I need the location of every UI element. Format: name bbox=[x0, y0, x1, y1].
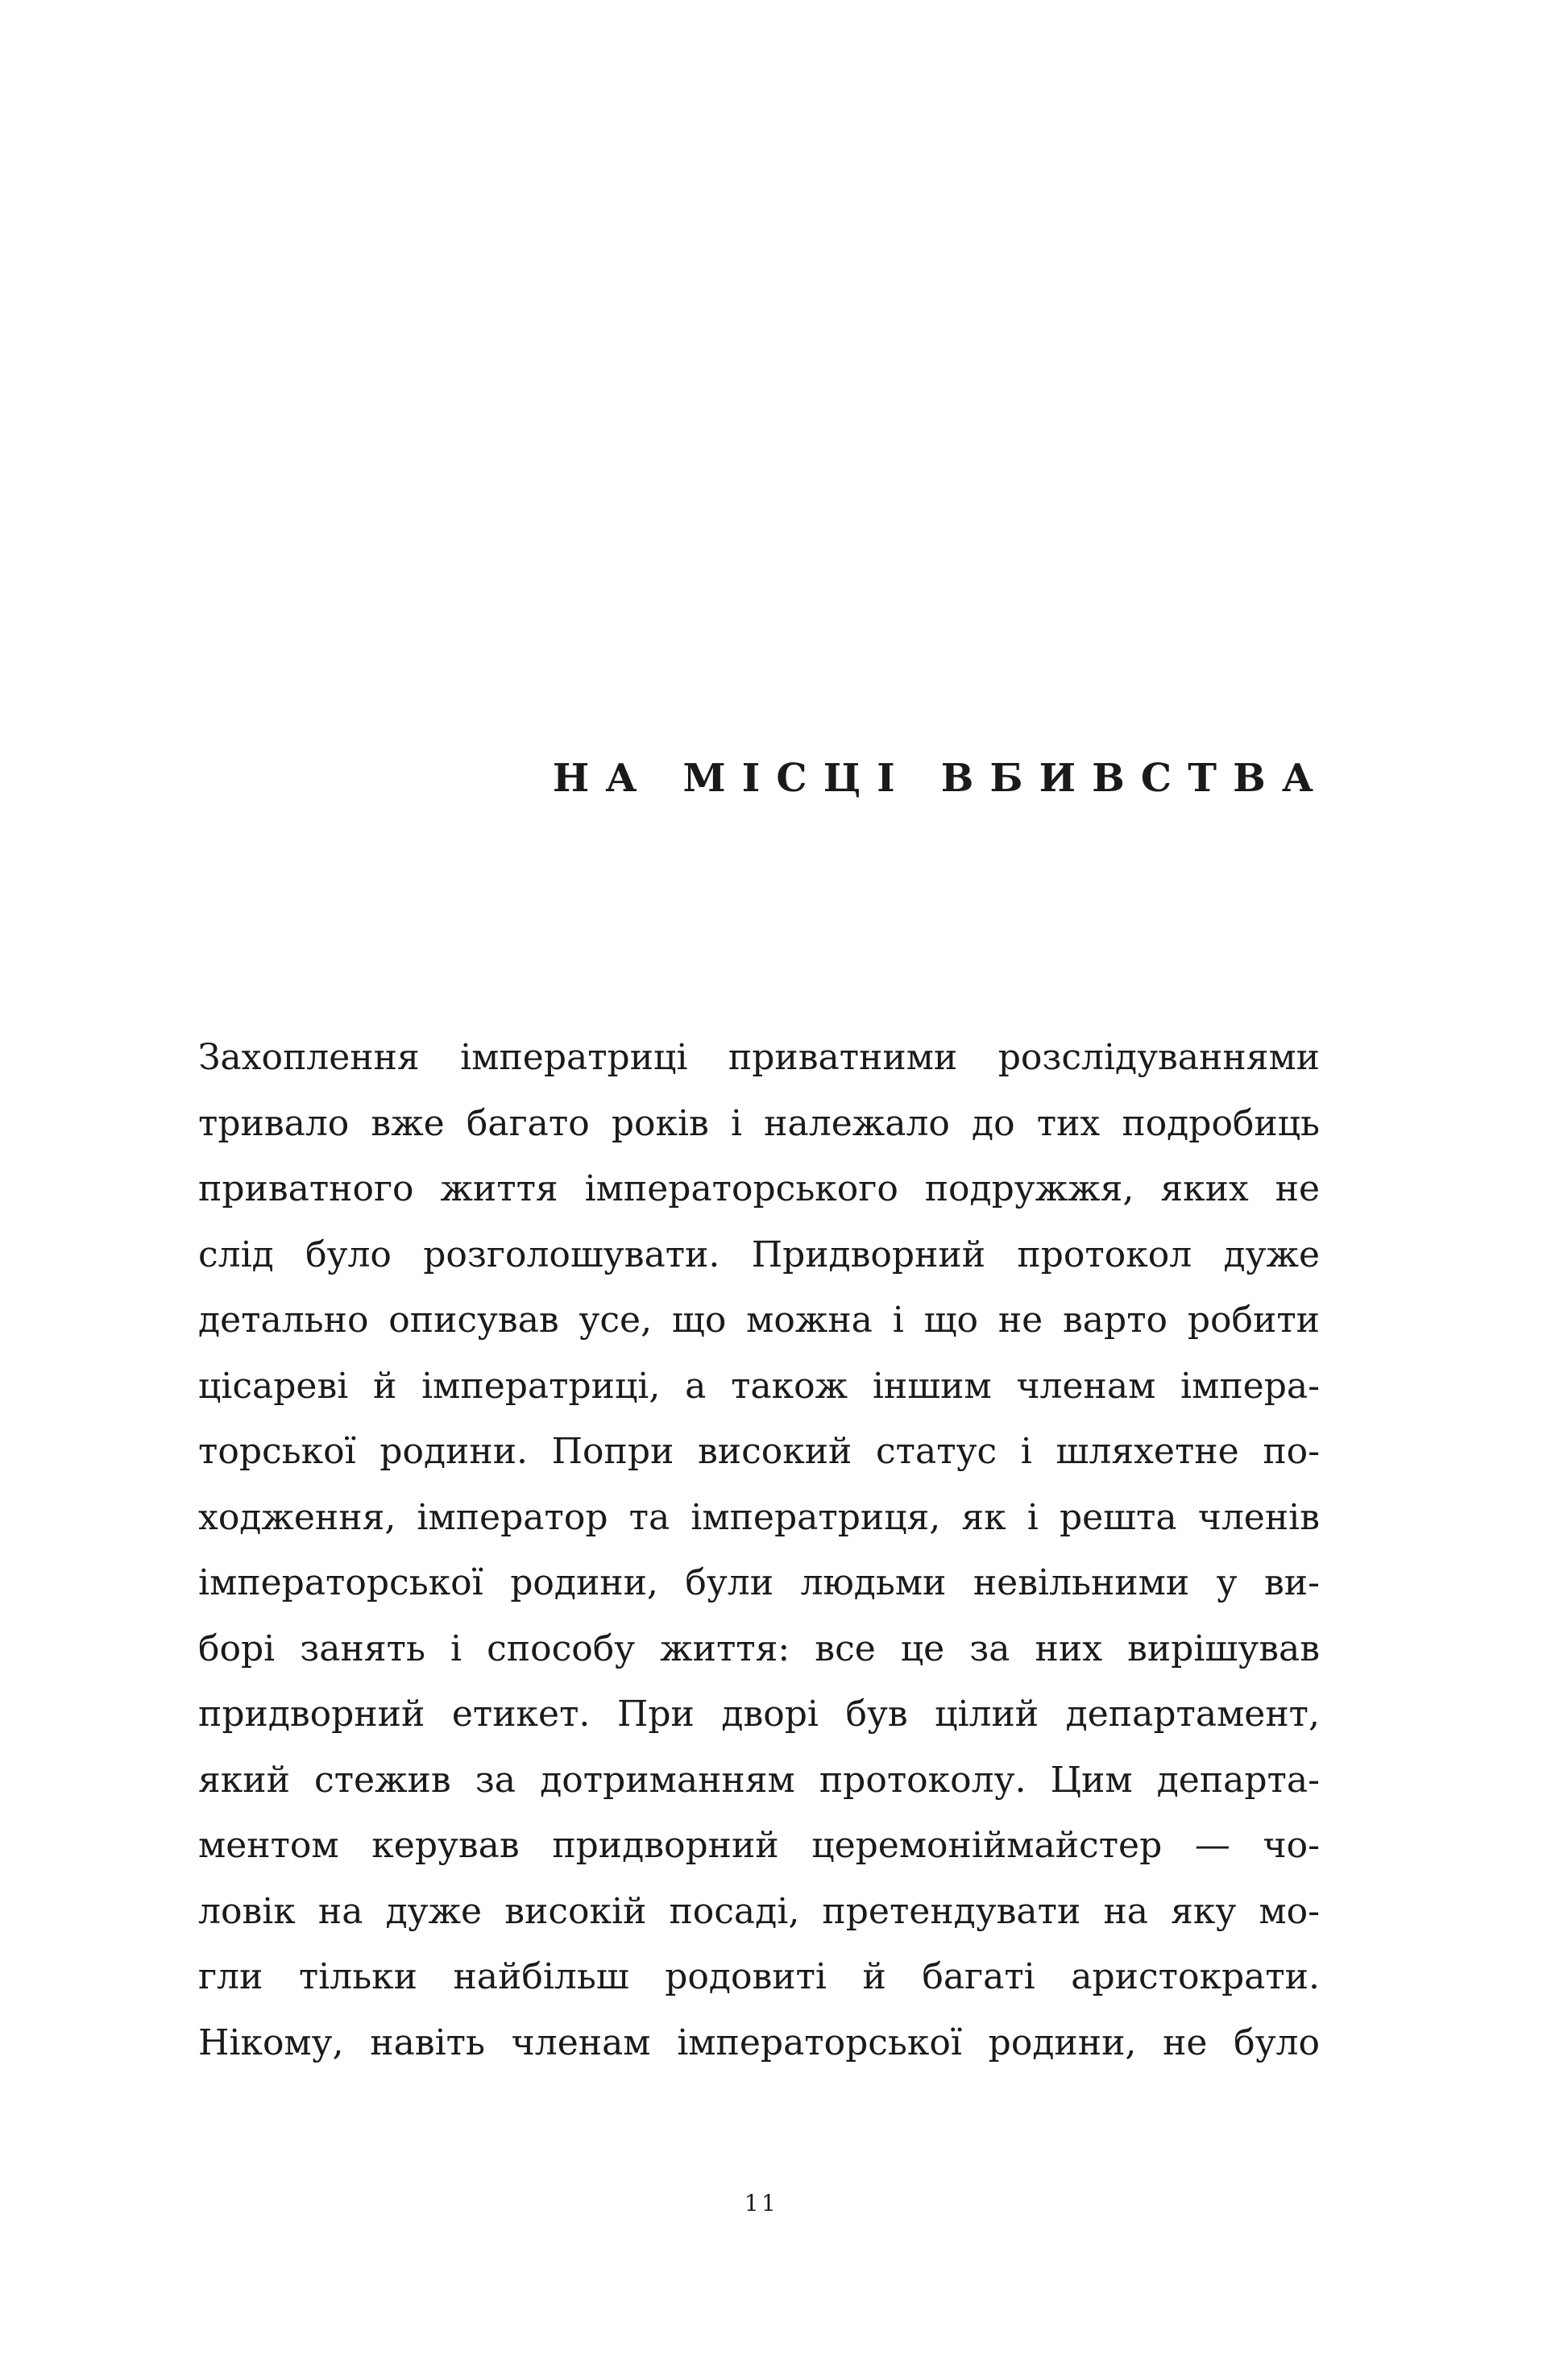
text-line: приватного життя імператорського подружжя, яких не bbox=[198, 1168, 1320, 1209]
text-line: гли тільки найбільш родовиті й багаті аристократи. bbox=[198, 1956, 1320, 1997]
text-line: придворний етикет. При дворі був цілий департамент, bbox=[198, 1694, 1320, 1735]
text-line: слід було розголошувати. Придворний протокол дуже bbox=[198, 1234, 1320, 1275]
chapter-title: НА МІСЦІ ВБИВСТВА bbox=[552, 756, 1330, 801]
text-line: ловік на дуже високій посаді, претендувати на яку мо- bbox=[198, 1890, 1320, 1932]
text-line: Захоплення імператриці приватними розслідуваннями bbox=[198, 1037, 1320, 1078]
text-line: ходження, імператор та імператриця, як і решта членів bbox=[198, 1496, 1320, 1538]
text-line: Нікому, навіть членам імператорської родини, не було bbox=[198, 2021, 1320, 2063]
text-line: ментом керував придворний церемоніймайстер — чо- bbox=[198, 1825, 1320, 1866]
page-number: 11 bbox=[744, 2190, 779, 2216]
text-line: який стежив за дотриманням протоколу. Цим департа- bbox=[198, 1759, 1320, 1801]
text-line: імператорської родини, були людьми невільними у ви- bbox=[198, 1562, 1320, 1603]
text-line: цісареві й імператриці, а також іншим членам імпера- bbox=[198, 1365, 1320, 1407]
text-line: детально описував усе, що можна і що не варто робити bbox=[198, 1300, 1320, 1341]
text-line: торської родини. Попри високий статус і шляхетне по- bbox=[198, 1431, 1320, 1472]
text-line: тривало вже багато років і належало до тих подробиць bbox=[198, 1102, 1320, 1144]
body-paragraph bbox=[198, 1025, 1320, 2075]
text-line: борі занять і способу життя: все це за них вирішував bbox=[198, 1627, 1320, 1669]
